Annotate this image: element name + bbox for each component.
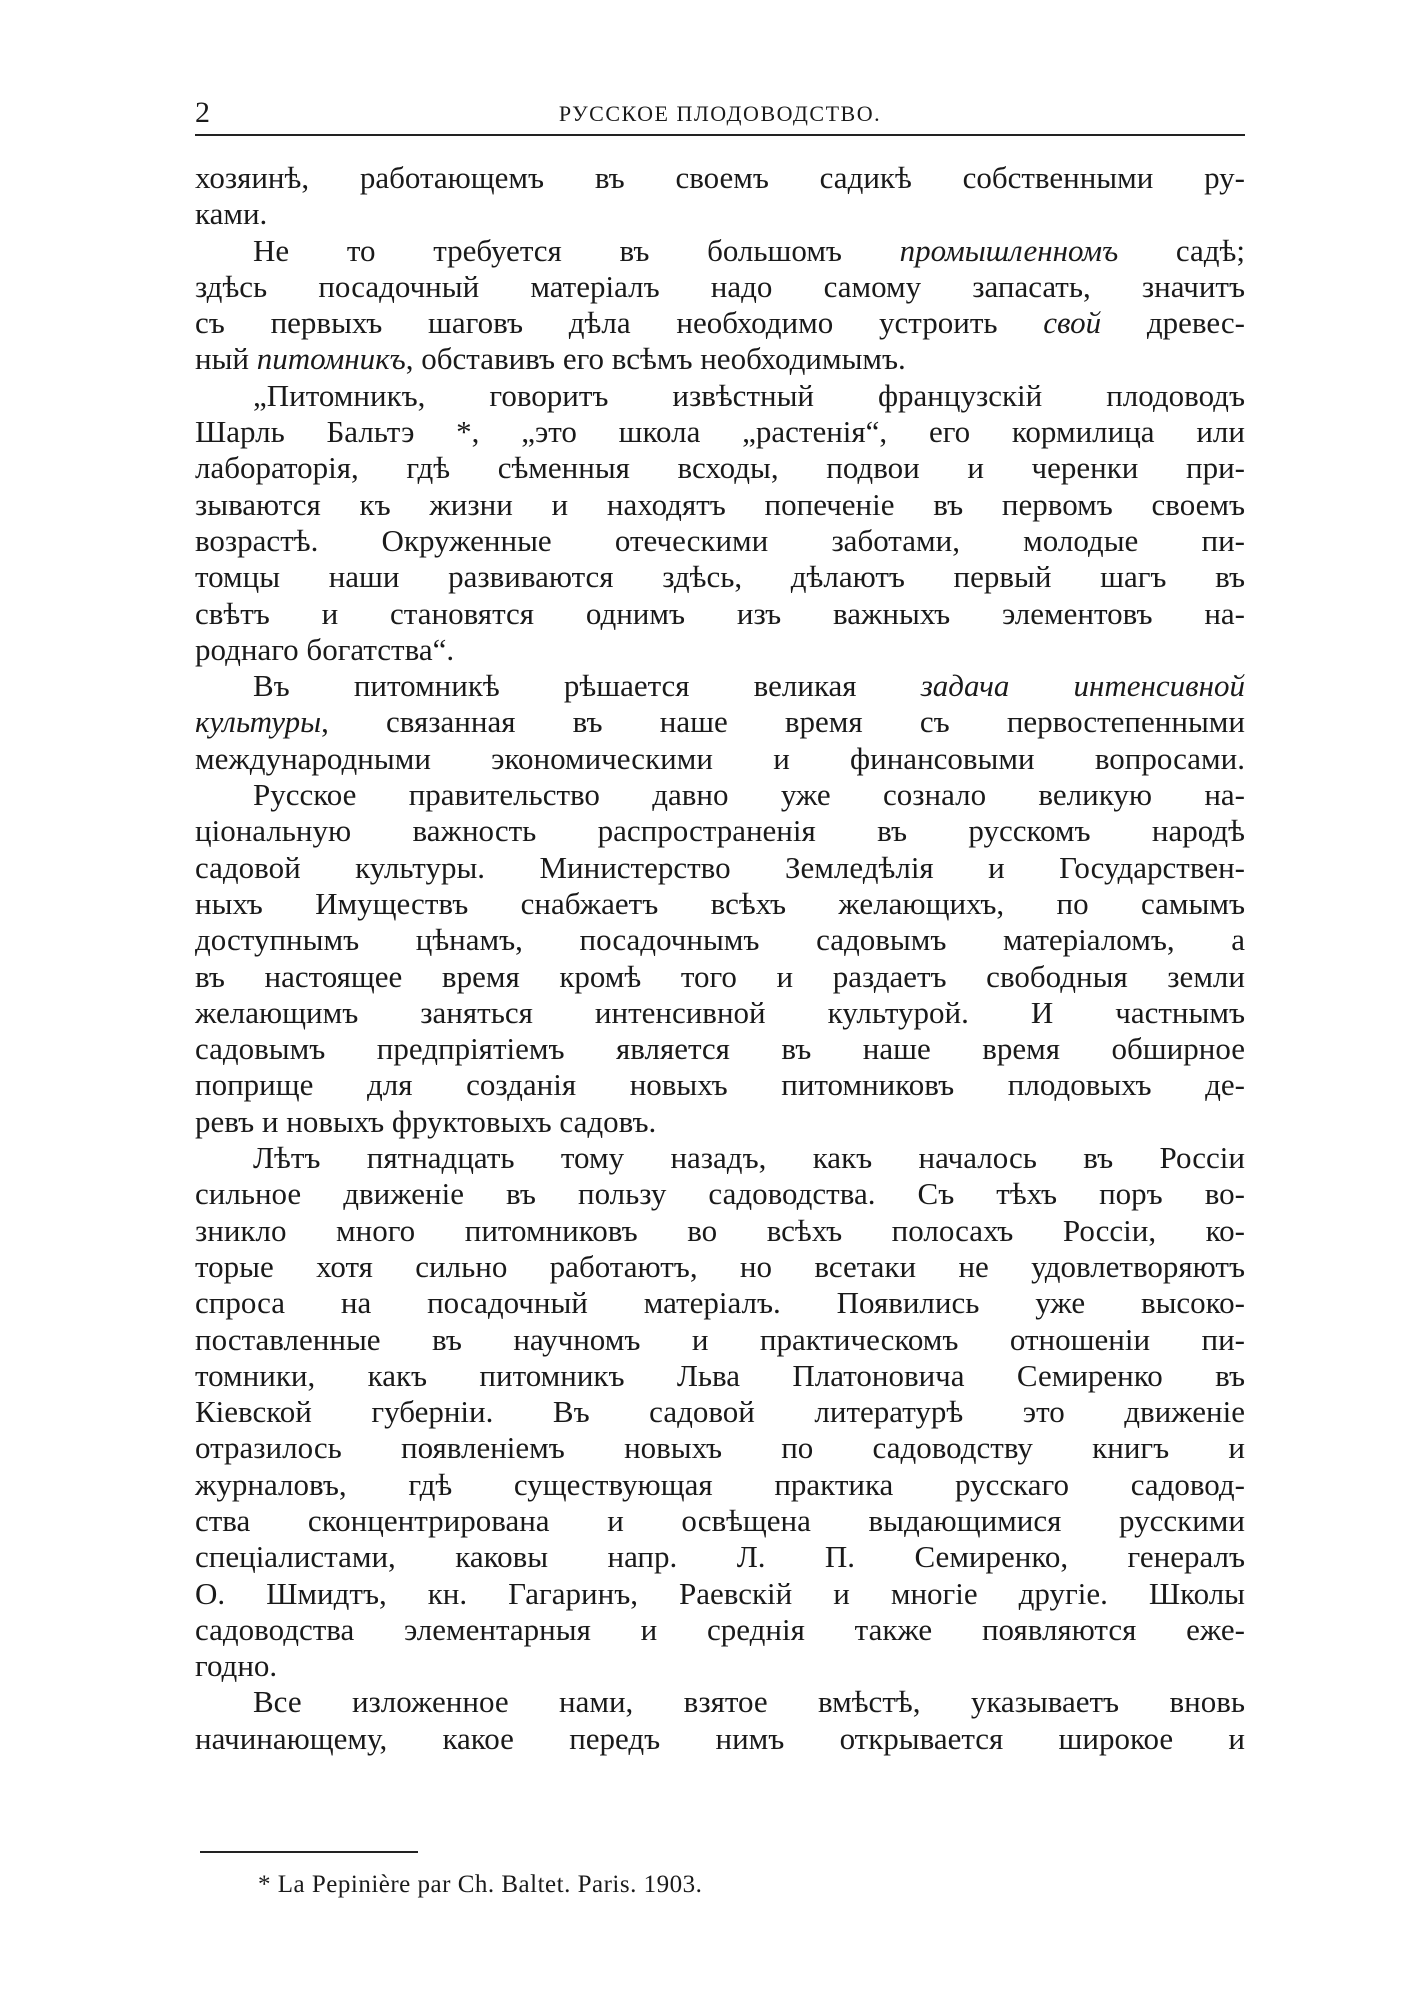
text-line: доступнымъ цѣнамъ, посадочнымъ садовымъ матеріаломъ, а [195, 922, 1245, 958]
text-line: спеціалистами, каковы напр. Л. П. Семиренко, генералъ [195, 1539, 1245, 1575]
page-number: 2 [195, 96, 210, 129]
text-segment: , связанная въ наше время съ первостепенными [321, 704, 1245, 740]
running-title: РУССКОЕ ПЛОДОВОДСТВО. [558, 101, 882, 126]
italic-phrase: промышленномъ [899, 232, 1119, 268]
text-line: желающимъ заняться интенсивной культурой. И частнымъ [195, 994, 1245, 1030]
text-line: международными экономическими и финансовыми вопросами. [195, 740, 1245, 776]
text-line: томцы наши развиваются здѣсь, дѣлаютъ первый шагъ въ [195, 559, 1245, 595]
text-line: ныхъ Имуществъ снабжаетъ всѣхъ желающихъ, по самымъ [195, 885, 1245, 921]
text-line: въ настоящее время кромѣ того и раздаетъ свободныя земли [195, 958, 1245, 994]
text-line: „Питомникъ, говоритъ извѣстный французскій плодоводъ [253, 377, 1245, 413]
text-line: поставленные въ научномъ и практическомъ отношеніи пи- [195, 1321, 1245, 1357]
text-line: зываются къ жизни и находятъ попеченіе въ первомъ своемъ [195, 486, 1245, 522]
body-text [195, 160, 1245, 1757]
text-line: садоводства элементарныя и среднія также появляются еже- [195, 1611, 1245, 1647]
text-line [195, 305, 1245, 341]
text-segment: Не то требуется въ большомъ [253, 232, 900, 268]
text-line: годно. [195, 1648, 278, 1684]
text-line: ціональную важность распространенія въ русскомъ народѣ [195, 813, 1245, 849]
italic-phrase: культуры [195, 704, 322, 740]
text-line: роднаго богатства“. [195, 631, 455, 667]
text-line: сильное движеніе въ пользу садоводства. Съ тѣхъ поръ во- [195, 1176, 1245, 1212]
running-head [195, 96, 1245, 134]
text-line: лабораторія, гдѣ сѣменныя всходы, подвои и черенки при- [195, 450, 1245, 486]
text-line: Кіевской губерніи. Въ садовой литературѣ это движеніе [195, 1394, 1245, 1430]
text-line: О. Шмидтъ, кн. Гагаринъ, Раевскій и многіе другіе. Школы [195, 1575, 1245, 1611]
text-line: зникло много питомниковъ во всѣхъ полосахъ Россіи, ко- [195, 1212, 1245, 1248]
text-line: Шарль Бальтэ *, „это школа „растенія“, его кормилица или [195, 414, 1245, 450]
header-rule [195, 134, 1245, 136]
text-line [195, 341, 1245, 377]
text-line: садовымъ предпріятіемъ является въ наше время обширное [195, 1031, 1245, 1067]
footnote: * La Pepinière par Ch. Baltet. Paris. 1903. [258, 1871, 703, 1898]
text-line: начинающему, какое передъ нимъ открывается широкое и [195, 1720, 1245, 1756]
text-line: возрастѣ. Окруженные отеческими заботами, молодые пи- [195, 522, 1245, 558]
italic-phrase: питомникъ [256, 341, 406, 377]
text-line: спроса на посадочный матеріалъ. Появились уже высоко- [195, 1285, 1245, 1321]
text-line: томники, какъ питомникъ Льва Платоновича Семиренко въ [195, 1357, 1245, 1393]
text-line: ства сконцентрирована и освѣщена выдающимися русскими [195, 1502, 1245, 1538]
text-line [195, 233, 1245, 269]
text-segment: древес- [1101, 305, 1245, 341]
text-line [195, 704, 1245, 740]
text-line [195, 668, 1245, 704]
text-line: журналовъ, гдѣ существующая практика русскаго садовод- [195, 1466, 1245, 1502]
italic-phrase: задача интенсивной [920, 668, 1245, 704]
text-line: свѣтъ и становятся однимъ изъ важныхъ элементовъ на- [195, 595, 1245, 631]
text-line: ревъ и новыхъ фруктовыхъ садовъ. [195, 1103, 657, 1139]
text-line: Все изложенное нами, взятое вмѣстѣ, указываетъ вновь [253, 1684, 1245, 1720]
text-line: Русское правительство давно уже сознало великую на- [253, 777, 1245, 813]
text-segment: , обставивъ его всѣмъ необходимымъ. [405, 341, 906, 377]
text-segment: Въ питомникѣ рѣшается великая [253, 668, 921, 704]
text-line: торые хотя сильно работаютъ, но всетаки не удовлетворяютъ [195, 1248, 1245, 1284]
text-line: здѣсь посадочный матеріалъ надо самому запасать, значитъ [195, 268, 1245, 304]
text-segment: съ первыхъ шаговъ дѣла необходимо устроить [195, 305, 1044, 341]
text-segment: садѣ; [1118, 232, 1245, 268]
text-line: хозяинѣ, работающемъ въ своемъ садикѣ собственными ру- [195, 160, 1245, 195]
text-line: отразилось появленіемъ новыхъ по садоводству книгъ и [195, 1430, 1245, 1466]
text-line: садовой культуры. Министерство Земледѣлія и Государствен- [195, 849, 1245, 885]
text-segment: ный [195, 341, 257, 377]
text-line: ками. [195, 196, 268, 232]
italic-phrase: свой [1043, 305, 1102, 341]
text-line: поприще для созданія новыхъ питомниковъ плодовыхъ де- [195, 1067, 1245, 1103]
text-line: Лѣтъ пятнадцать тому назадъ, какъ началось въ Россіи [253, 1140, 1245, 1176]
footnote-rule [200, 1851, 418, 1853]
